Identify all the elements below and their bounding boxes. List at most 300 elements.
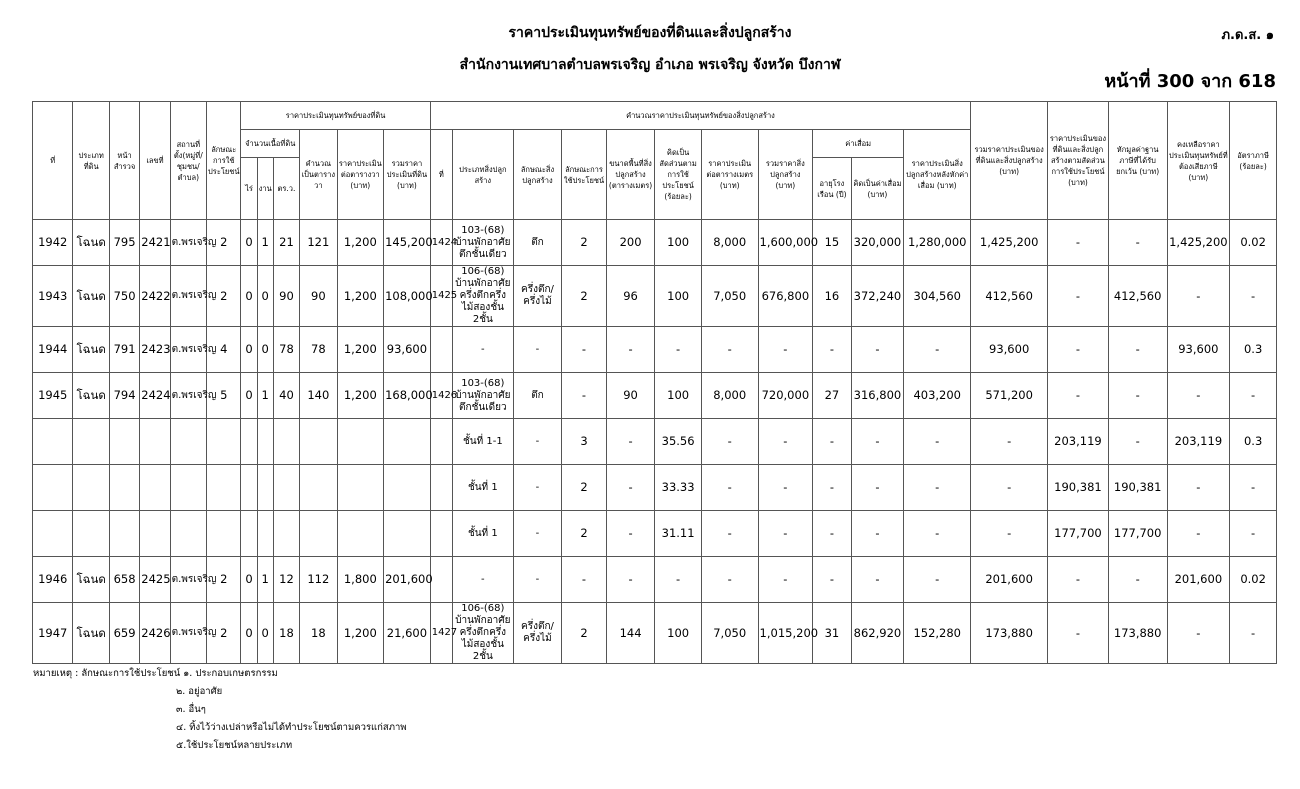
- cell-land-total: [384, 465, 431, 511]
- cell-b-no: 1425: [430, 266, 452, 327]
- cell-price-per-sqwa: 1,200: [337, 373, 384, 419]
- cell-grand-total: -: [971, 465, 1048, 511]
- cell-age: -: [813, 327, 851, 373]
- cell-b-price-sqm: -: [701, 465, 758, 511]
- cell-proportional: -: [1048, 557, 1109, 603]
- note-item: ๓. อื่นๆ: [176, 704, 206, 715]
- cell-b-after-dep: -: [904, 465, 971, 511]
- cell-tax-rate: 0.02: [1230, 557, 1277, 603]
- cell-rai: [241, 419, 257, 465]
- cell-b-ratio: -: [655, 327, 702, 373]
- group-building: คำนวณราคาประเมินทุนทรัพย์ของสิ่งปลูกสร้าง: [430, 102, 970, 130]
- cell-taxable: -: [1167, 511, 1230, 557]
- cell-dep-amount: 372,240: [851, 266, 904, 327]
- cell-b-no: [430, 465, 452, 511]
- cell-deduction: -: [1108, 220, 1167, 266]
- cell-b-after-dep: 152,280: [904, 603, 971, 664]
- cell-b-style: -: [513, 419, 562, 465]
- cell-b-type: ชั้นที่ 1: [452, 465, 513, 511]
- cell-calc-sqwa: 112: [300, 557, 337, 603]
- cell-sq-wa: [273, 511, 299, 557]
- col-sqwa: ตร.ว.: [273, 158, 299, 220]
- page-number: หน้าที่ 300 จาก 618: [1104, 71, 1276, 92]
- table-row: [33, 511, 1277, 557]
- cell-dep-amount: -: [851, 465, 904, 511]
- table-row: [33, 557, 1277, 603]
- cell-proportional: -: [1048, 327, 1109, 373]
- cell-dep-amount: 862,920: [851, 603, 904, 664]
- cell-doc-no: 2422: [140, 266, 170, 327]
- cell-b-area: 144: [606, 603, 655, 664]
- cell-ngan: 0: [257, 266, 273, 327]
- cell-calc-sqwa: 90: [300, 266, 337, 327]
- cell-b-use: 2: [562, 511, 607, 557]
- cell-no: 1945: [33, 373, 73, 419]
- col-land-type: ประเภทที่ดิน: [73, 102, 109, 220]
- assessment-table: [32, 101, 1277, 664]
- group-land: ราคาประเมินทุนทรัพย์ของที่ดิน: [241, 102, 430, 130]
- cell-b-no: [430, 419, 452, 465]
- cell-b-after-dep: 1,280,000: [904, 220, 971, 266]
- cell-b-price-sqm: -: [701, 327, 758, 373]
- cell-rai: 0: [241, 557, 257, 603]
- cell-land-total: 145,200: [384, 220, 431, 266]
- col-building-ratio: คิดเป็นสัดส่วนตามการใช้ประโยชน์ (ร้อยละ): [655, 130, 702, 220]
- cell-rai: 0: [241, 373, 257, 419]
- cell-calc-sqwa: 140: [300, 373, 337, 419]
- cell-b-area: -: [606, 465, 655, 511]
- cell-b-no: [430, 557, 452, 603]
- col-survey-page: หน้าสำรวจ: [109, 102, 139, 220]
- cell-age: -: [813, 465, 851, 511]
- cell-use-type: [207, 465, 241, 511]
- cell-age: 27: [813, 373, 851, 419]
- cell-b-after-dep: -: [904, 557, 971, 603]
- col-dep-amount: คิดเป็นค่าเสื่อม (บาท): [851, 158, 904, 220]
- cell-deduction: -: [1108, 327, 1167, 373]
- col-use-type: ลักษณะการใช้ประโยชน์: [207, 102, 241, 220]
- cell-ngan: [257, 465, 273, 511]
- cell-deduction: 412,560: [1108, 266, 1167, 327]
- cell-survey-page: [109, 465, 139, 511]
- cell-b-type: 103-(68) บ้านพักอาศัยตึกชั้นเดียว: [452, 373, 513, 419]
- col-doc-no: เลขที่: [140, 102, 170, 220]
- col-building-after-dep: ราคาประเมินสิ่งปลูกสร้างหลังหักค่าเสื่อม (บาท): [904, 130, 971, 220]
- col-taxable: คงเหลือราคาประเมินทุนทรัพย์ที่ต้องเสียภาษี (บาท): [1167, 102, 1230, 220]
- table-header: [33, 102, 1277, 220]
- cell-no: 1944: [33, 327, 73, 373]
- cell-location: ต.พรเจริญ: [170, 266, 206, 327]
- cell-rai: 0: [241, 327, 257, 373]
- cell-b-ratio: 100: [655, 603, 702, 664]
- cell-b-ratio: 100: [655, 373, 702, 419]
- cell-land-type: โฉนด: [73, 220, 109, 266]
- cell-use-type: [207, 511, 241, 557]
- cell-age: -: [813, 557, 851, 603]
- cell-dep-amount: -: [851, 327, 904, 373]
- col-building-price-sqm: ราคาประเมินต่อตารางเมตร (บาท): [701, 130, 758, 220]
- cell-taxable: -: [1167, 373, 1230, 419]
- col-building-total: รวมราคาสิ่งปลูกสร้าง (บาท): [758, 130, 813, 220]
- cell-calc-sqwa: 18: [300, 603, 337, 664]
- cell-b-style: -: [513, 465, 562, 511]
- cell-no: [33, 419, 73, 465]
- cell-no: 1943: [33, 266, 73, 327]
- cell-b-area: -: [606, 511, 655, 557]
- cell-b-use: -: [562, 557, 607, 603]
- cell-land-type: [73, 419, 109, 465]
- cell-land-total: 201,600: [384, 557, 431, 603]
- cell-location: ต.พรเจริญ: [170, 220, 206, 266]
- cell-ngan: [257, 511, 273, 557]
- cell-b-price-sqm: -: [701, 511, 758, 557]
- cell-sq-wa: 21: [273, 220, 299, 266]
- cell-dep-amount: 316,800: [851, 373, 904, 419]
- cell-survey-page: 750: [109, 266, 139, 327]
- cell-calc-sqwa: 78: [300, 327, 337, 373]
- col-deduction: หักมูลค่าฐานภาษีที่ได้รับยกเว้น (บาท): [1108, 102, 1167, 220]
- cell-grand-total: 1,425,200: [971, 220, 1048, 266]
- cell-survey-page: 795: [109, 220, 139, 266]
- cell-rai: [241, 511, 257, 557]
- cell-b-no: [430, 327, 452, 373]
- table-row: [33, 266, 1277, 327]
- cell-b-ratio: 100: [655, 266, 702, 327]
- cell-survey-page: 791: [109, 327, 139, 373]
- col-proportional: ราคาประเมินของที่ดินและสิ่งปลูกสร้างตามสัดส่วนการใช้ประโยชน์ (บาท): [1048, 102, 1109, 220]
- cell-sq-wa: 90: [273, 266, 299, 327]
- cell-use-type: [207, 419, 241, 465]
- cell-grand-total: 201,600: [971, 557, 1048, 603]
- cell-proportional: -: [1048, 266, 1109, 327]
- cell-tax-rate: 0.3: [1230, 327, 1277, 373]
- col-rai: ไร่: [241, 158, 257, 220]
- cell-b-after-dep: -: [904, 327, 971, 373]
- cell-survey-page: [109, 419, 139, 465]
- col-no: ที่: [33, 102, 73, 220]
- cell-use-type: 2: [207, 220, 241, 266]
- cell-b-area: 90: [606, 373, 655, 419]
- cell-b-ratio: 33.33: [655, 465, 702, 511]
- cell-taxable: 203,119: [1167, 419, 1230, 465]
- cell-tax-rate: -: [1230, 603, 1277, 664]
- cell-land-total: [384, 511, 431, 557]
- cell-land-total: 93,600: [384, 327, 431, 373]
- cell-sq-wa: 40: [273, 373, 299, 419]
- cell-b-total: 1,600,000: [758, 220, 813, 266]
- cell-b-use: -: [562, 327, 607, 373]
- cell-grand-total: 173,880: [971, 603, 1048, 664]
- cell-tax-rate: -: [1230, 266, 1277, 327]
- group-depreciation: ค่าเสื่อม: [813, 130, 904, 158]
- col-land-total: รวมราคาประเมินที่ดิน (บาท): [384, 130, 431, 220]
- cell-location: ต.พรเจริญ: [170, 557, 206, 603]
- cell-doc-no: [140, 465, 170, 511]
- cell-price-per-sqwa: 1,200: [337, 266, 384, 327]
- cell-proportional: -: [1048, 603, 1109, 664]
- table-row: [33, 419, 1277, 465]
- cell-land-type: โฉนด: [73, 327, 109, 373]
- cell-deduction: 190,381: [1108, 465, 1167, 511]
- cell-land-total: 108,000: [384, 266, 431, 327]
- cell-doc-no: 2426: [140, 603, 170, 664]
- cell-land-type: โฉนด: [73, 557, 109, 603]
- col-building-no: ที่: [430, 130, 452, 220]
- cell-calc-sqwa: [300, 511, 337, 557]
- cell-age: 31: [813, 603, 851, 664]
- col-tax-rate: อัตราภาษี (ร้อยละ): [1230, 102, 1277, 220]
- cell-use-type: 2: [207, 557, 241, 603]
- cell-b-type: 103-(68) บ้านพักอาศัยตึกชั้นเดียว: [452, 220, 513, 266]
- cell-b-style: ตึก: [513, 373, 562, 419]
- cell-sq-wa: [273, 419, 299, 465]
- cell-taxable: -: [1167, 266, 1230, 327]
- col-grand-total: รวมราคาประเมินของที่ดินและสิ่งปลูกสร้าง (บาท): [971, 102, 1048, 220]
- cell-b-type: 106-(68) บ้านพักอาศัยครึ่งตึกครึ่งไม้สองชั้น 2ชั้น: [452, 603, 513, 664]
- cell-b-price-sqm: 8,000: [701, 220, 758, 266]
- document-subtitle: สำนักงานเทศบาลตำบลพรเจริญ อำเภอ พรเจริญ จังหวัด บึงกาฬ: [459, 57, 841, 73]
- cell-b-ratio: -: [655, 557, 702, 603]
- cell-b-style: ตึก: [513, 220, 562, 266]
- notes-line-1: [33, 665, 407, 683]
- cell-ngan: [257, 419, 273, 465]
- cell-sq-wa: 12: [273, 557, 299, 603]
- cell-no: [33, 511, 73, 557]
- cell-ngan: 0: [257, 603, 273, 664]
- cell-deduction: -: [1108, 373, 1167, 419]
- cell-dep-amount: -: [851, 511, 904, 557]
- cell-b-ratio: 31.11: [655, 511, 702, 557]
- cell-use-type: 2: [207, 266, 241, 327]
- cell-survey-page: 794: [109, 373, 139, 419]
- cell-b-ratio: 35.56: [655, 419, 702, 465]
- cell-deduction: -: [1108, 419, 1167, 465]
- cell-land-total: [384, 419, 431, 465]
- document-title: ราคาประเมินทุนทรัพย์ของที่ดินและสิ่งปลูกสร้าง: [508, 25, 792, 41]
- cell-b-area: 200: [606, 220, 655, 266]
- cell-land-total: 168,000: [384, 373, 431, 419]
- cell-survey-page: 658: [109, 557, 139, 603]
- cell-no: 1947: [33, 603, 73, 664]
- note-item: ๔. ทิ้งไว้ว่างเปล่าหรือไม่ได้ทำประโยชน์ตามควรแก่สภาพ: [176, 722, 407, 733]
- cell-land-total: 21,600: [384, 603, 431, 664]
- cell-doc-no: [140, 419, 170, 465]
- cell-b-no: 1426: [430, 373, 452, 419]
- cell-b-type: ชั้นที่ 1-1: [452, 419, 513, 465]
- cell-tax-rate: -: [1230, 511, 1277, 557]
- cell-land-type: [73, 465, 109, 511]
- cell-b-use: 2: [562, 220, 607, 266]
- cell-no: 1942: [33, 220, 73, 266]
- cell-b-type: 106-(68) บ้านพักอาศัยครึ่งตึกครึ่งไม้สองชั้น 2ชั้น: [452, 266, 513, 327]
- cell-land-type: โฉนด: [73, 603, 109, 664]
- cell-rai: 0: [241, 266, 257, 327]
- cell-b-style: -: [513, 327, 562, 373]
- cell-b-use: 2: [562, 465, 607, 511]
- group-area: จำนวนเนื้อที่ดิน: [241, 130, 300, 158]
- col-price-per-sqwa: ราคาประเมินต่อตารางวา (บาท): [337, 130, 384, 220]
- cell-price-per-sqwa: [337, 419, 384, 465]
- cell-b-use: 2: [562, 603, 607, 664]
- cell-doc-no: [140, 511, 170, 557]
- cell-taxable: 1,425,200: [1167, 220, 1230, 266]
- cell-b-no: [430, 511, 452, 557]
- cell-deduction: -: [1108, 557, 1167, 603]
- notes-label: หมายเหตุ : ลักษณะการใช้ประโยชน์: [33, 668, 181, 679]
- cell-deduction: 177,700: [1108, 511, 1167, 557]
- col-building-area: ขนาดพื้นที่สิ่งปลูกสร้าง (ตารางเมตร): [606, 130, 655, 220]
- cell-age: -: [813, 419, 851, 465]
- table-row: [33, 465, 1277, 511]
- cell-ngan: 1: [257, 220, 273, 266]
- col-ngan: งาน: [257, 158, 273, 220]
- cell-b-ratio: 100: [655, 220, 702, 266]
- cell-dep-amount: 320,000: [851, 220, 904, 266]
- cell-taxable: -: [1167, 465, 1230, 511]
- cell-b-total: 1,015,200: [758, 603, 813, 664]
- cell-age: 15: [813, 220, 851, 266]
- cell-price-per-sqwa: [337, 465, 384, 511]
- cell-doc-no: 2424: [140, 373, 170, 419]
- cell-grand-total: 93,600: [971, 327, 1048, 373]
- cell-price-per-sqwa: 1,800: [337, 557, 384, 603]
- cell-taxable: 201,600: [1167, 557, 1230, 603]
- cell-b-no: 1424: [430, 220, 452, 266]
- cell-dep-amount: -: [851, 419, 904, 465]
- cell-b-area: -: [606, 327, 655, 373]
- cell-sq-wa: 18: [273, 603, 299, 664]
- cell-proportional: -: [1048, 373, 1109, 419]
- cell-rai: [241, 465, 257, 511]
- cell-b-use: 2: [562, 266, 607, 327]
- cell-location: [170, 465, 206, 511]
- cell-b-total: -: [758, 557, 813, 603]
- cell-b-use: -: [562, 373, 607, 419]
- table-row: [33, 603, 1277, 664]
- col-location: สถานที่ตั้ง(หมู่ที่/ชุมชน/ตำบล): [170, 102, 206, 220]
- cell-tax-rate: 0.02: [1230, 220, 1277, 266]
- cell-calc-sqwa: [300, 465, 337, 511]
- table-row: [33, 373, 1277, 419]
- cell-b-no: 1427: [430, 603, 452, 664]
- col-building-type: ประเภทสิ่งปลูกสร้าง: [452, 130, 513, 220]
- cell-grand-total: -: [971, 511, 1048, 557]
- cell-taxable: -: [1167, 603, 1230, 664]
- cell-b-total: -: [758, 465, 813, 511]
- table-row: [33, 327, 1277, 373]
- cell-grand-total: 412,560: [971, 266, 1048, 327]
- cell-age: 16: [813, 266, 851, 327]
- cell-b-style: ครึ่งตึก/ครึ่งไม้: [513, 266, 562, 327]
- col-calc-sqwa: คำนวณเป็นตารางวา: [300, 130, 337, 220]
- cell-calc-sqwa: 121: [300, 220, 337, 266]
- cell-sq-wa: 78: [273, 327, 299, 373]
- cell-land-type: โฉนด: [73, 373, 109, 419]
- cell-doc-no: 2425: [140, 557, 170, 603]
- cell-rai: 0: [241, 220, 257, 266]
- cell-b-type: -: [452, 557, 513, 603]
- cell-location: ต.พรเจริญ: [170, 603, 206, 664]
- cell-price-per-sqwa: [337, 511, 384, 557]
- cell-use-type: 5: [207, 373, 241, 419]
- cell-b-area: 96: [606, 266, 655, 327]
- form-code: ภ.ด.ส. ๑: [1221, 28, 1274, 43]
- cell-b-area: -: [606, 419, 655, 465]
- cell-rai: 0: [241, 603, 257, 664]
- cell-location: ต.พรเจริญ: [170, 373, 206, 419]
- cell-proportional: 203,119: [1048, 419, 1109, 465]
- col-building-use: ลักษณะการใช้ประโยชน์: [562, 130, 607, 220]
- cell-b-price-sqm: 7,050: [701, 603, 758, 664]
- cell-no: [33, 465, 73, 511]
- cell-land-type: [73, 511, 109, 557]
- cell-b-after-dep: -: [904, 511, 971, 557]
- cell-price-per-sqwa: 1,200: [337, 603, 384, 664]
- cell-b-total: 720,000: [758, 373, 813, 419]
- cell-b-after-dep: 304,560: [904, 266, 971, 327]
- cell-proportional: 177,700: [1048, 511, 1109, 557]
- cell-tax-rate: -: [1230, 465, 1277, 511]
- note-item: ๑. ประกอบเกษตรกรรม: [183, 668, 278, 679]
- cell-b-price-sqm: 8,000: [701, 373, 758, 419]
- cell-b-total: -: [758, 327, 813, 373]
- cell-proportional: 190,381: [1048, 465, 1109, 511]
- cell-grand-total: -: [971, 419, 1048, 465]
- cell-survey-page: [109, 511, 139, 557]
- notes: [33, 665, 407, 755]
- cell-b-style: -: [513, 511, 562, 557]
- cell-b-area: -: [606, 557, 655, 603]
- note-item: ๕.ใช้ประโยชน์หลายประเภท: [176, 740, 293, 751]
- cell-b-style: -: [513, 557, 562, 603]
- cell-tax-rate: 0.3: [1230, 419, 1277, 465]
- cell-b-total: -: [758, 419, 813, 465]
- cell-taxable: 93,600: [1167, 327, 1230, 373]
- cell-calc-sqwa: [300, 419, 337, 465]
- cell-b-type: ชั้นที่ 1: [452, 511, 513, 557]
- cell-b-price-sqm: 7,050: [701, 266, 758, 327]
- cell-b-use: 3: [562, 419, 607, 465]
- cell-no: 1946: [33, 557, 73, 603]
- cell-survey-page: 659: [109, 603, 139, 664]
- col-age: อายุโรงเรือน (ปี): [813, 158, 851, 220]
- cell-land-type: โฉนด: [73, 266, 109, 327]
- table-row: [33, 220, 1277, 266]
- cell-proportional: -: [1048, 220, 1109, 266]
- table-body: [33, 220, 1277, 664]
- cell-b-price-sqm: -: [701, 557, 758, 603]
- cell-doc-no: 2423: [140, 327, 170, 373]
- cell-sq-wa: [273, 465, 299, 511]
- cell-grand-total: 571,200: [971, 373, 1048, 419]
- cell-location: ต.พรเจริญ: [170, 327, 206, 373]
- cell-use-type: 2: [207, 603, 241, 664]
- cell-ngan: 1: [257, 373, 273, 419]
- cell-dep-amount: -: [851, 557, 904, 603]
- cell-b-after-dep: 403,200: [904, 373, 971, 419]
- cell-b-price-sqm: -: [701, 419, 758, 465]
- cell-b-style: ครึ่งตึก/ครึ่งไม้: [513, 603, 562, 664]
- cell-ngan: 0: [257, 327, 273, 373]
- cell-price-per-sqwa: 1,200: [337, 220, 384, 266]
- cell-use-type: 4: [207, 327, 241, 373]
- cell-b-after-dep: -: [904, 419, 971, 465]
- cell-deduction: 173,880: [1108, 603, 1167, 664]
- cell-age: -: [813, 511, 851, 557]
- cell-b-type: -: [452, 327, 513, 373]
- cell-b-total: 676,800: [758, 266, 813, 327]
- cell-price-per-sqwa: 1,200: [337, 327, 384, 373]
